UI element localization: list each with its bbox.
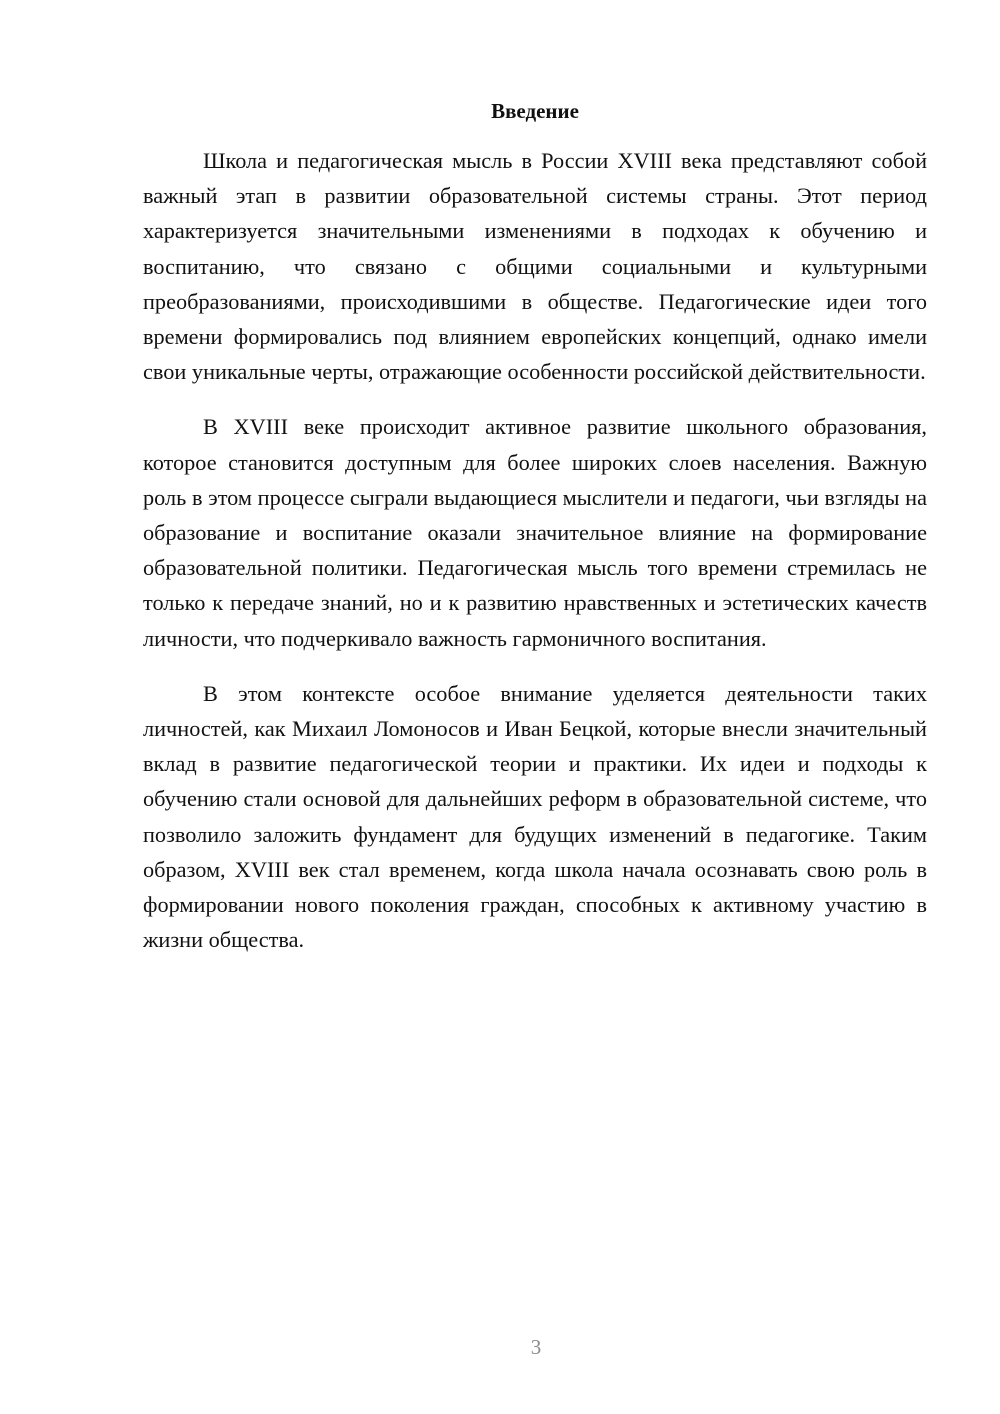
paragraph-2: В XVIII веке происходит активное развитие школьного образования, которое становится доступным для более широких слоев населения. Важную роль в этом процессе сыграли выдающиеся мыслители и педагоги, чьи взгляды на образование и воспитание оказали значительное влияние на формирование образовательной политики. Педагогическая мысль того времени стремилась не только к передаче знаний, но и к развитию нравственных и эстетических качеств личности, что подчеркивало важность гармоничного воспитания. — [143, 414, 927, 651]
paragraph-3: В этом контексте особое внимание уделяется деятельности таких личностей, как Михаил Ломоносов и Иван Бецкой, которые внесли значительный вклад в развитие педагогической теории и практики. Их идеи и подходы к обучению стали основой для дальнейших реформ в образовательной системе, что позволило заложить фундамент для будущих изменений в педагогике. Таким образом, XVIII век стал временем, когда школа начала осознавать свою роль в формировании нового поколения граждан, способных к активному участию в жизни общества. — [143, 680, 927, 953]
body-text — [143, 143, 927, 977]
section-title: Введение — [491, 99, 579, 123]
paragraph-1: Школа и педагогическая мысль в России XVIII века представляют собой важный этап в развитии образовательной системы страны. Этот период характеризуется значительными изменениями в подходах к обучению и воспитанию, что связано с общими социальными и культурными преобразованиями, происходившими в обществе. Педагогические идеи того времени формировались под влиянием европейских концепций, однако имели свои уникальные черты, отражающие особенности российской действительности. — [143, 148, 927, 385]
page-number: 3 — [530, 1335, 542, 1359]
